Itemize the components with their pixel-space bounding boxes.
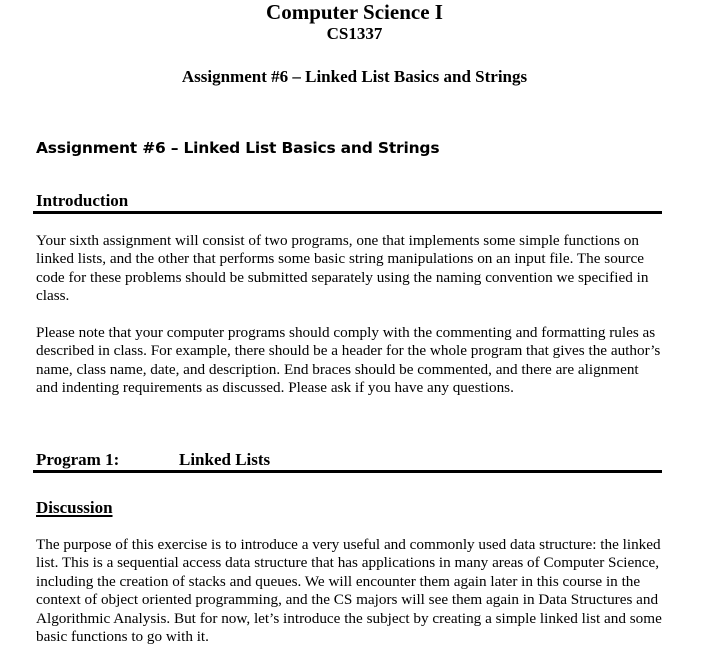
program-1-label: Program 1:	[36, 450, 120, 469]
introduction-paragraph-2: Please note that your computer programs should comply with the commenting and formatting rules as described in class. For example, there should be a header for the whole program that gives the author’s name, class name, date, and description. End braces should be commented, and there are alignment and indenting requirements as discussed. Please ask if you have any questions.	[36, 324, 661, 397]
assignment-title: Assignment #6 – Linked List Basics and Strings	[181, 67, 528, 86]
introduction-paragraph-1: Your sixth assignment will consist of two programs, one that implements some simple functions on linked lists, and the other that performs some basic string manipulations on an input file. The source code for these problems should be submitted separately using the naming convention we specified in class.	[36, 232, 649, 305]
discussion-paragraph: The purpose of this exercise is to introduce a very useful and commonly used data structure: the linked list. This is a sequential access data structure that has applications in many areas of Computer Science, including the creation of stacks and queues. We will encounter them again later in this course in the context of object oriented programming, and the CS majors will see them again in Data Structures and Algorithmic Analysis. But for now, let’s introduce the subject by creating a simple linked list and some basic functions to go with it.	[36, 536, 662, 646]
course-code: CS1337	[326, 24, 383, 43]
introduction-divider	[33, 211, 662, 214]
program-1-divider	[33, 470, 662, 473]
program-1-title: Linked Lists	[179, 450, 271, 469]
course-title: Computer Science I	[266, 0, 443, 24]
discussion-heading: Discussion	[36, 498, 113, 517]
introduction-heading: Introduction	[36, 191, 129, 210]
assignment-subtitle: Assignment #6 – Linked List Basics and Strings	[36, 139, 440, 157]
